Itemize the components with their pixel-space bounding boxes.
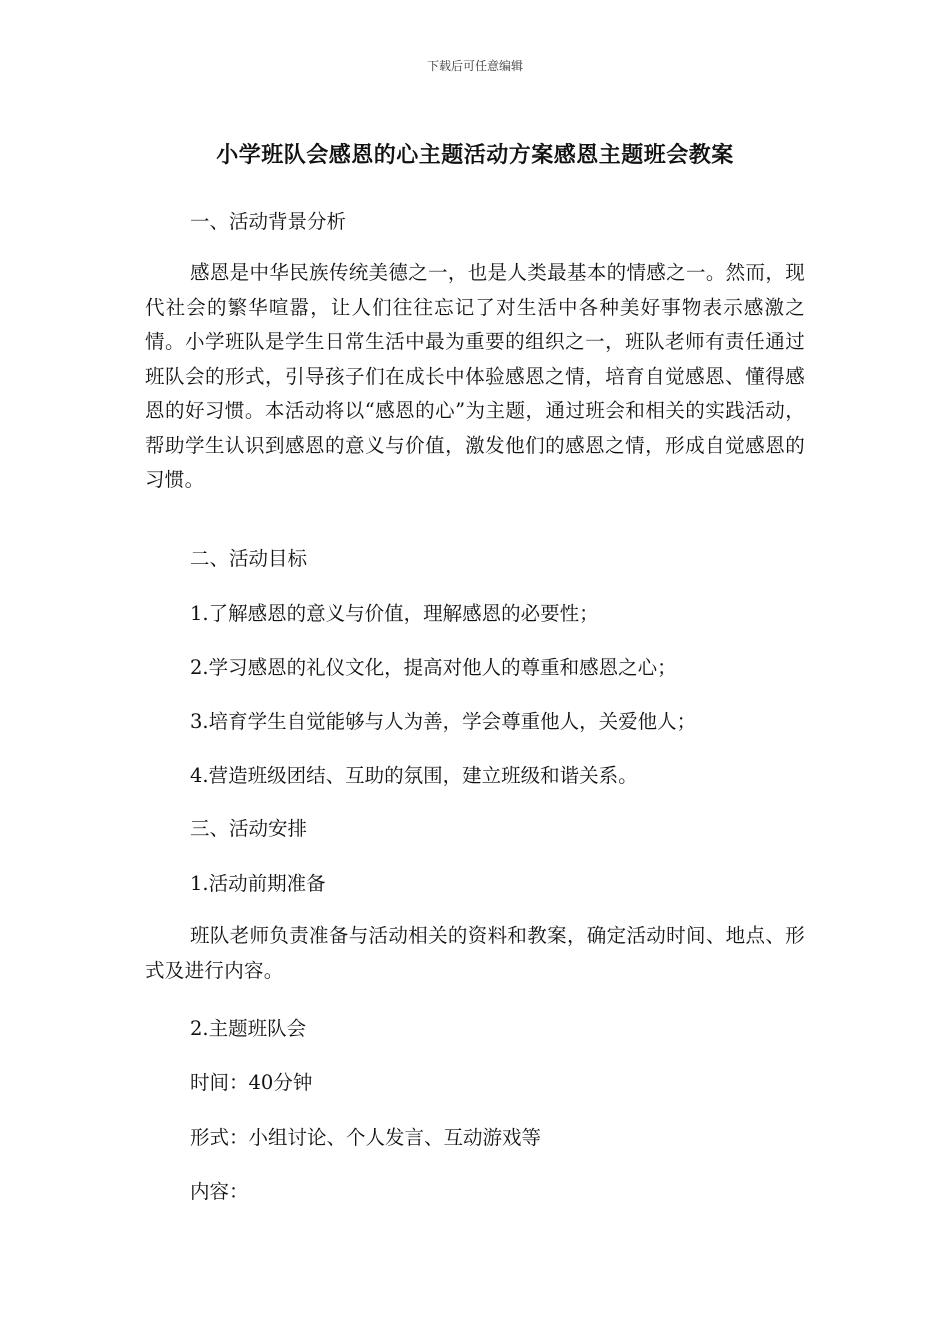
goal-item-1: 1.了解感恩的意义与价值，理解感恩的必要性； — [190, 602, 599, 625]
meeting-time: 时间：40分钟 — [190, 1071, 313, 1094]
step-heading-preparation: 1.活动前期准备 — [190, 872, 326, 895]
header-note: 下载后可任意编辑 — [426, 59, 523, 73]
paragraph-background: 感恩是中华民族传统美德之一，也是人类最基本的情感之一。然而，现代社会的繁华喧嚣，让人们往往忘记了对生活中各种美好事物表示感激之情。小学班队是学生日常生活中最为重要的组织之一，班队老师有责任通过班队会的形式，引导孩子们在成长中体验感恩之情，培育自觉感恩、懂得感恩的好习惯。本活动将以“感恩的心”为主题，通过班会和相关的实践活动，帮助学生认识到感恩的意义与价值，激发他们的感恩之情，形成自觉感恩的习惯。 — [145, 261, 805, 491]
section-heading-background: 一、活动背景分析 — [190, 210, 347, 233]
goal-item-3: 3.培育学生自觉能够与人为善，学会尊重他人，关爱他人； — [190, 710, 697, 733]
document-title: 小学班队会感恩的心主题活动方案感恩主题班会教案 — [216, 143, 734, 168]
goal-item-2: 2.学习感恩的礼仪文化，提高对他人的尊重和感恩之心； — [190, 656, 677, 679]
meeting-format: 形式：小组讨论、个人发言、互动游戏等 — [190, 1126, 542, 1149]
section-heading-goals: 二、活动目标 — [190, 547, 308, 570]
goal-item-4: 4.营造班级团结、互助的氛围，建立班级和谐关系。 — [190, 764, 638, 787]
meeting-content-label: 内容： — [190, 1180, 249, 1203]
section-heading-arrangement: 三、活动安排 — [190, 817, 308, 840]
paragraph-preparation: 班队老师负责准备与活动相关的资料和教案，确定活动时间、地点、形式及进行内容。 — [145, 924, 805, 982]
step-heading-class-meeting: 2.主题班队会 — [190, 1017, 307, 1040]
